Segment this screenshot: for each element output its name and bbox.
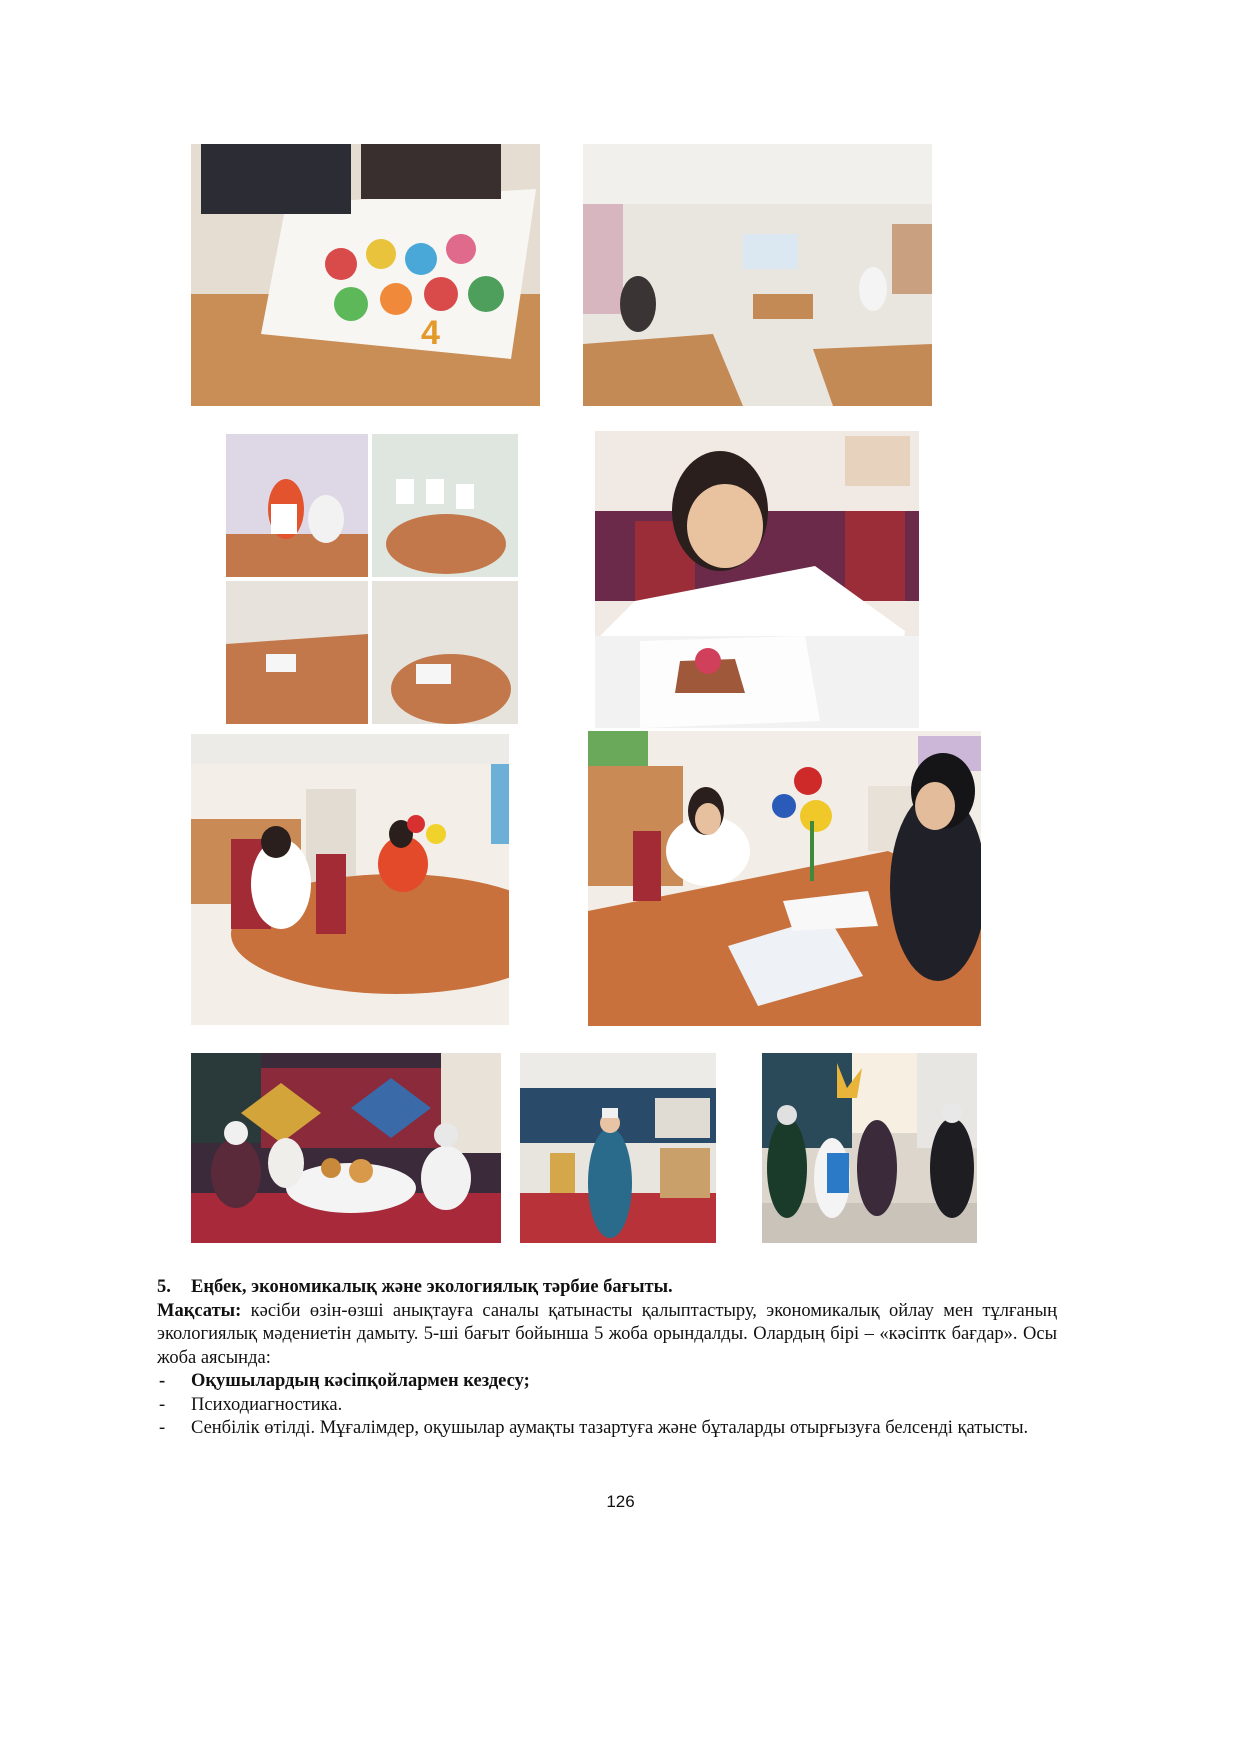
section-heading [157, 1276, 1057, 1300]
photo-national-yurt-elders [191, 1053, 501, 1243]
section-number: 5. [157, 1277, 171, 1297]
photo-collage-handprints [226, 434, 518, 724]
section-title: Еңбек, экономикалық және экологиялық тәрбие бағыты. [191, 1277, 673, 1297]
photo-teacher-student-interview [588, 731, 981, 1026]
goal-label: Мақсаты: [157, 1300, 242, 1321]
photo-classroom [583, 144, 932, 406]
photo-national-costume-performance [520, 1053, 716, 1243]
photo-girl-drawing [595, 431, 919, 728]
list-item: - Оқушылардың кәсіпқойлармен кездесу; [157, 1370, 1057, 1394]
photo-stage-group [762, 1053, 977, 1243]
photo-balloon-drawing [191, 144, 540, 406]
page-number: 126 [606, 1492, 635, 1511]
photo-meeting-round-table [191, 734, 509, 1025]
list-item: - Психодиагностика. [157, 1394, 1057, 1418]
svg-text:4: 4 [421, 314, 440, 352]
activity-list [157, 1370, 1057, 1441]
goal-paragraph [157, 1300, 1057, 1371]
list-item: - Сенбілік өтілді. Мұғалімдер, оқушылар аумақты тазартуға және бұталарды отырғызуға белсенді қатысты. [157, 1417, 1057, 1441]
goal-text: кәсіби өзін-өзші анықтауға саналы қатынасты қалыптастыру, экономикалық ойлау мен тұлғаның экологиялық мәдениетін дамыту. 5-ші бағыт бойынша 5 жоба орындалды. Олардың бірі – «кәсіптк бағдар». Осы жоба аясында: [157, 1300, 1057, 1368]
section-text [157, 1276, 1057, 1441]
